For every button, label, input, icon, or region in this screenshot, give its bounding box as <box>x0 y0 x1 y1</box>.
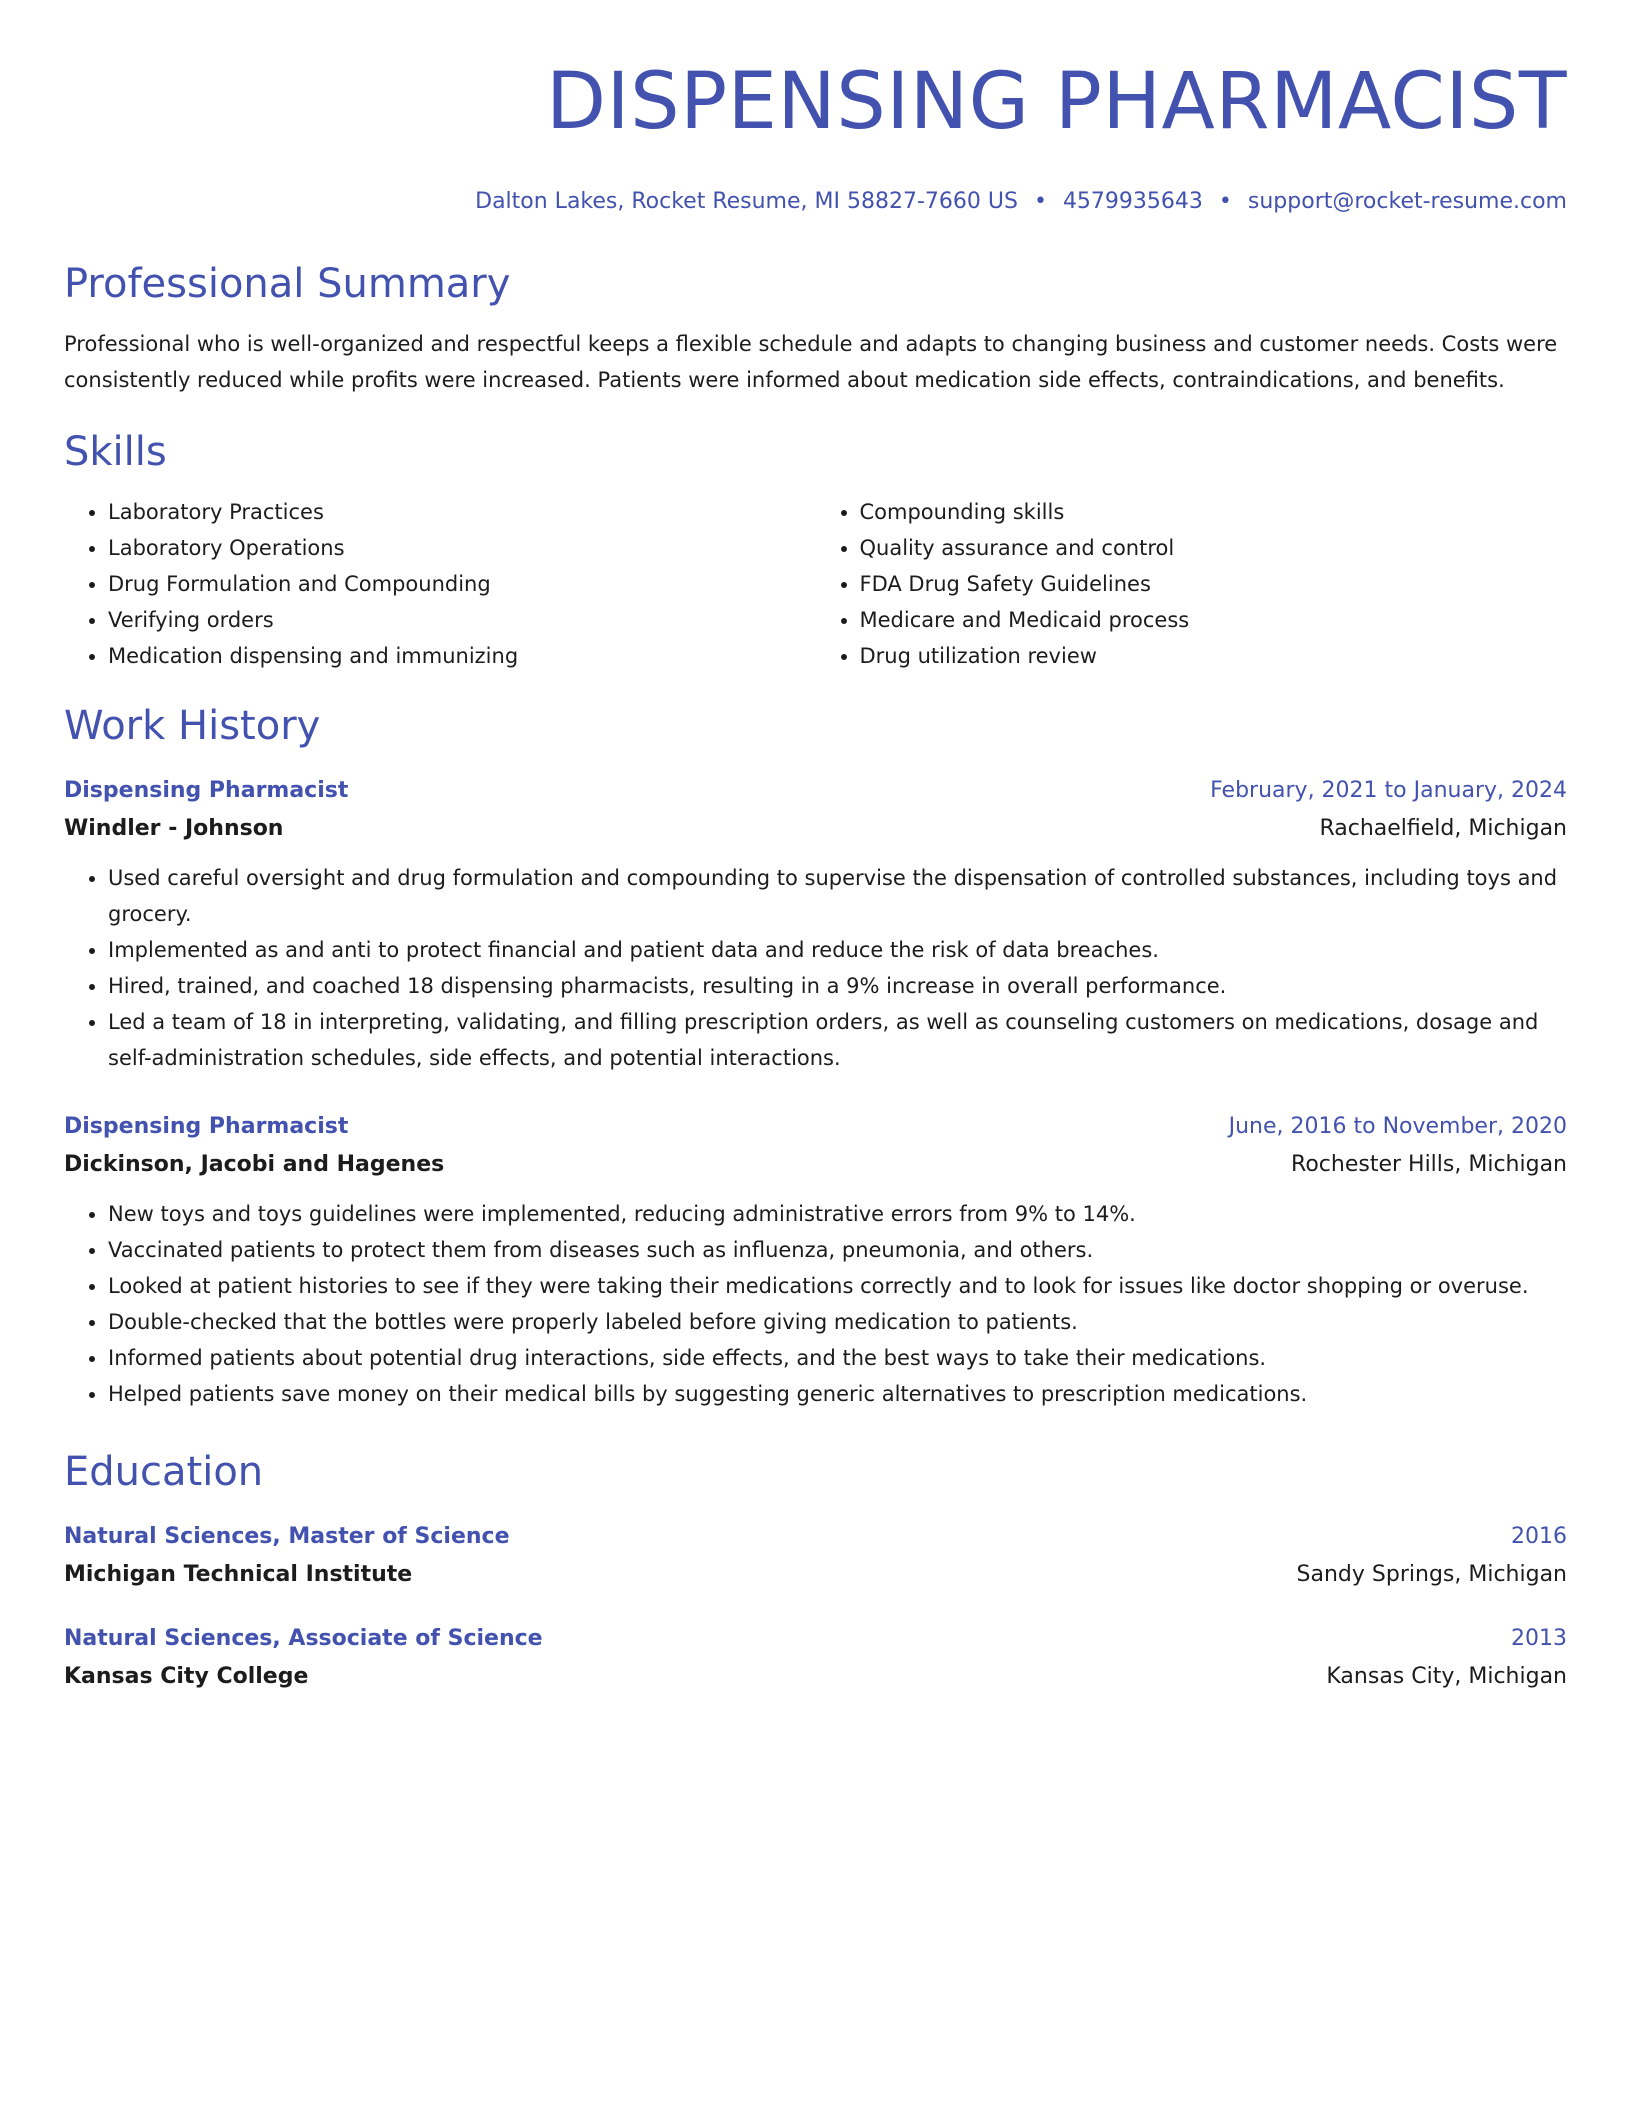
education-location: Kansas City, Michigan <box>1326 1664 1567 1689</box>
education-heading: Education <box>64 1449 264 1495</box>
job-bullet: • Led a team of 18 in interpreting, validating, and filling prescription orders, as well as counseling customers on medications, dosage and self-administration schedules, side effects, and potential interactions. <box>108 1004 1567 1076</box>
candidate-name: DISPENSING PHARMACIST <box>546 57 1567 147</box>
education-school: Kansas City College <box>64 1664 309 1689</box>
education-section <box>64 1446 1567 1694</box>
skills-heading: Skills <box>64 429 167 475</box>
skill-item: • FDA Drug Safety Guidelines <box>860 566 1568 602</box>
education-header-row <box>64 1520 1567 1554</box>
education-location: Sandy Springs, Michigan <box>1296 1562 1567 1587</box>
education-entry <box>64 1622 1567 1694</box>
job-location: Rochester Hills, Michigan <box>1291 1152 1567 1177</box>
job-location: Rachaelfield, Michigan <box>1319 816 1567 841</box>
job-header-row <box>64 774 1567 808</box>
skill-item: • Laboratory Practices <box>108 494 816 530</box>
skill-item: • Medicare and Medicaid process <box>860 602 1568 638</box>
education-school-row <box>64 1554 1567 1592</box>
education-year: 2016 <box>1511 1524 1567 1549</box>
work-history-heading: Work History <box>64 703 321 749</box>
job-company: Dickinson, Jacobi and Hagenes <box>64 1152 445 1177</box>
resume-header <box>64 0 1567 218</box>
skills-grid <box>64 494 1567 674</box>
job-bullets <box>64 860 1567 1076</box>
job-company: Windler - Johnson <box>64 816 284 841</box>
job-bullet: • Vaccinated patients to protect them from diseases such as influenza, pneumonia, and others. <box>108 1232 1567 1268</box>
job-dates: June, 2016 to November, 2020 <box>1228 1114 1567 1139</box>
skill-item: • Medication dispensing and immunizing <box>108 638 816 674</box>
skill-item: • Compounding skills <box>860 494 1568 530</box>
job-bullet: • Informed patients about potential drug interactions, side effects, and the best ways to take their medications. <box>108 1340 1567 1376</box>
contact-line <box>64 186 1567 218</box>
job-title: Dispensing Pharmacist <box>64 1114 349 1139</box>
education-school: Michigan Technical Institute <box>64 1562 413 1587</box>
contact-phone: 4579935643 <box>1062 189 1203 214</box>
job-bullets <box>64 1196 1567 1412</box>
job-header-row <box>64 1110 1567 1144</box>
job-entry <box>64 1110 1567 1412</box>
contact-separator: • <box>1218 189 1232 214</box>
education-entry <box>64 1520 1567 1592</box>
job-employer-row <box>64 1144 1567 1182</box>
education-header-row <box>64 1622 1567 1656</box>
summary-section <box>64 258 1567 398</box>
job-entry <box>64 774 1567 1076</box>
skill-item: • Laboratory Operations <box>108 530 816 566</box>
job-bullet: • Hired, trained, and coached 18 dispensing pharmacists, resulting in a 9% increase in overall performance. <box>108 968 1567 1004</box>
contact-separator: • <box>1033 189 1047 214</box>
job-bullet: • Looked at patient histories to see if they were taking their medications correctly and to look for issues like doctor shopping or overuse. <box>108 1268 1567 1304</box>
skills-column-left <box>64 494 816 674</box>
job-employer-row <box>64 808 1567 846</box>
skill-item: • Verifying orders <box>108 602 816 638</box>
skills-column-right <box>816 494 1568 674</box>
job-dates: February, 2021 to January, 2024 <box>1210 778 1567 803</box>
skill-item: • Drug Formulation and Compounding <box>108 566 816 602</box>
summary-heading: Professional Summary <box>64 261 511 307</box>
job-bullet: • Used careful oversight and drug formulation and compounding to supervise the dispensation of controlled substances, including toys and grocery. <box>108 860 1567 932</box>
summary-text: Professional who is well-organized and respectful keeps a flexible schedule and adapts to changing business and customer needs. Costs were consistently reduced while profits were increased. Patients were informed about medication side effects, contraindications, and benefits. <box>64 332 1558 392</box>
education-degree: Natural Sciences, Associate of Science <box>64 1626 543 1651</box>
contact-address: Dalton Lakes, Rocket Resume, MI 58827-7660 US <box>475 189 1018 214</box>
skills-section <box>64 426 1567 674</box>
education-degree: Natural Sciences, Master of Science <box>64 1524 510 1549</box>
skill-item: • Drug utilization review <box>860 638 1568 674</box>
job-bullet: • Double-checked that the bottles were properly labeled before giving medication to patients. <box>108 1304 1567 1340</box>
skill-item: • Quality assurance and control <box>860 530 1568 566</box>
job-bullet: • Helped patients save money on their medical bills by suggesting generic alternatives to prescription medications. <box>108 1376 1567 1412</box>
job-bullet: • New toys and toys guidelines were implemented, reducing administrative errors from 9% to 14%. <box>108 1196 1567 1232</box>
contact-email: support@rocket-resume.com <box>1247 189 1567 214</box>
job-bullet: • Implemented as and anti to protect financial and patient data and reduce the risk of data breaches. <box>108 932 1567 968</box>
education-school-row <box>64 1656 1567 1694</box>
work-history-section <box>64 700 1567 1412</box>
education-year: 2013 <box>1511 1626 1567 1651</box>
job-title: Dispensing Pharmacist <box>64 778 349 803</box>
